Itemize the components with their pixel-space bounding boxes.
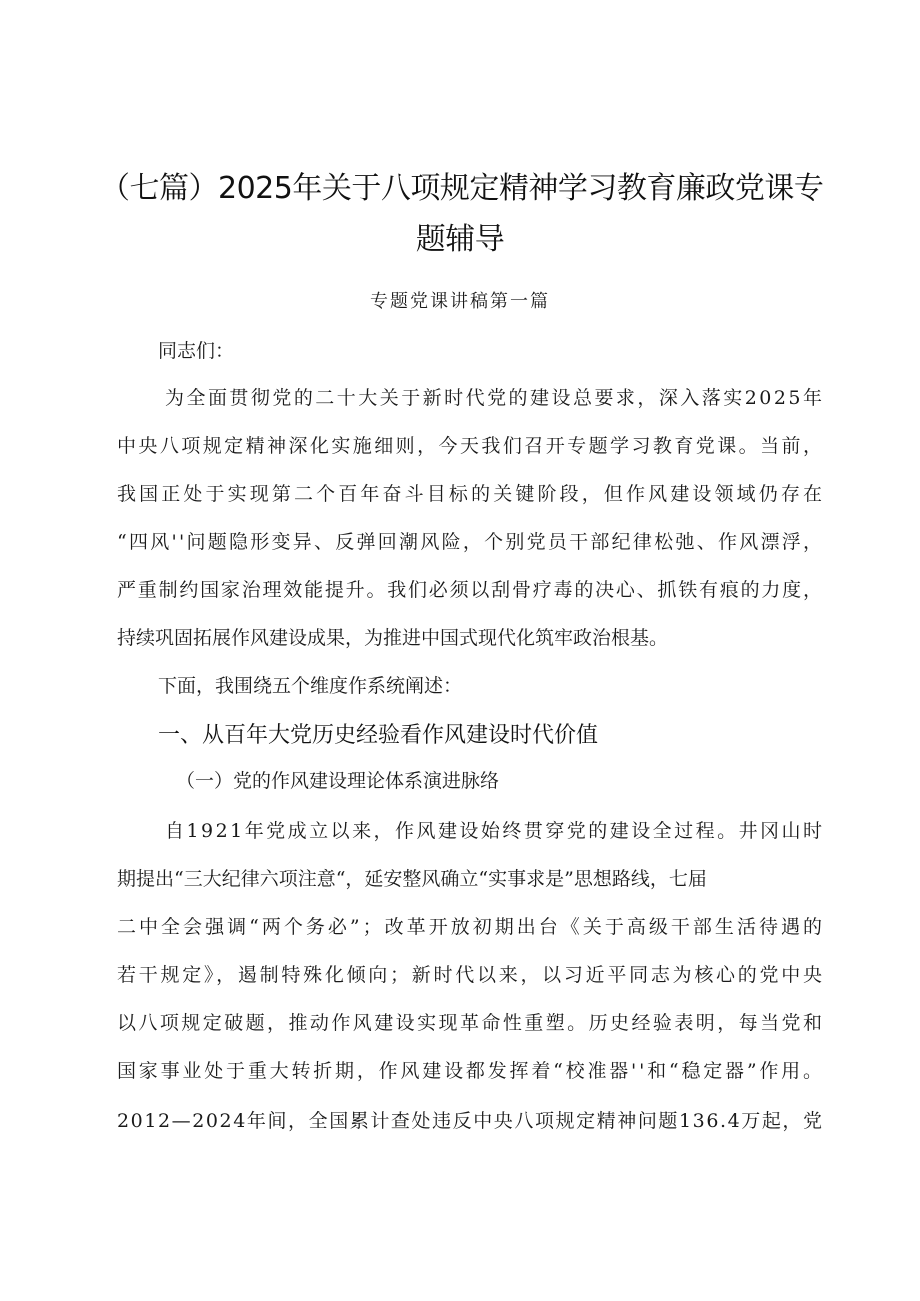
body-line-2: 期提出“三大纪律六项注意“，延安整风确立“实事求是”思想路线，七届 — [117, 868, 707, 890]
outline-intro: 下面，我围绕五个维度作系统阐述： — [158, 675, 463, 697]
body-line-5: 以八项规定破题，推动作风建设实现革命性重塑。历史经验表明，每当党和 — [117, 1012, 825, 1034]
document-title-line-2: 题辅导 — [415, 222, 505, 257]
intro-line-4: “四风''问题隐形变异、反弹回潮风险，个别党员干部纪律松弛、作风漂浮， — [117, 531, 825, 553]
intro-line-5: 严重制约国家治理效能提升。我们必须以刮骨疗毒的决心、抓铁有痕的力度， — [117, 579, 824, 601]
body-line-4: 若干规定》，遏制特殊化倾向；新时代以来，以习近平同志为核心的党中央 — [117, 964, 825, 986]
document-subtitle: 专题党课讲稿第一篇 — [370, 291, 550, 312]
intro-line-3: 我国正处于实现第二个百年奋斗目标的关键阶段，但作风建设领域仍存在 — [117, 483, 826, 505]
body-line-6: 国家事业处于重大转折期，作风建设都发挥着“校准器''和“稳定器”作用。 — [117, 1060, 825, 1082]
intro-line-6: 持续巩固拓展作风建设成果，为推进中国式现代化筑牢政治根基。 — [117, 627, 669, 649]
intro-line-1: 为全面贯彻党的二十大关于新时代党的建设总要求，深入落实2025年 — [165, 387, 825, 409]
subsection-1-heading: （一）党的作风建设理论体系演进脉络 — [176, 770, 500, 792]
intro-line-2: 中央八项规定精神深化实施细则，今天我们召开专题学习教育党课。当前， — [117, 435, 825, 457]
body-line-1: 自1921年党成立以来，作风建设始终贯穿党的建设全过程。井冈山时 — [165, 820, 825, 842]
document-title-line-1: （七篇）2025年关于八项规定精神学习教育廉政党课专 — [100, 171, 824, 206]
body-line-3: 二中全会强调“两个务必”；改革开放初期出台《关于高级干部生活待遇的 — [117, 916, 826, 938]
section-1-heading: 一、从百年大党历史经验看作风建设时代价值 — [158, 723, 599, 748]
body-line-7: 2012—2024年间，全国累计查处违反中央八项规定精神问题136.4万起，党 — [117, 1110, 824, 1132]
salutation: 同志们： — [158, 340, 235, 362]
